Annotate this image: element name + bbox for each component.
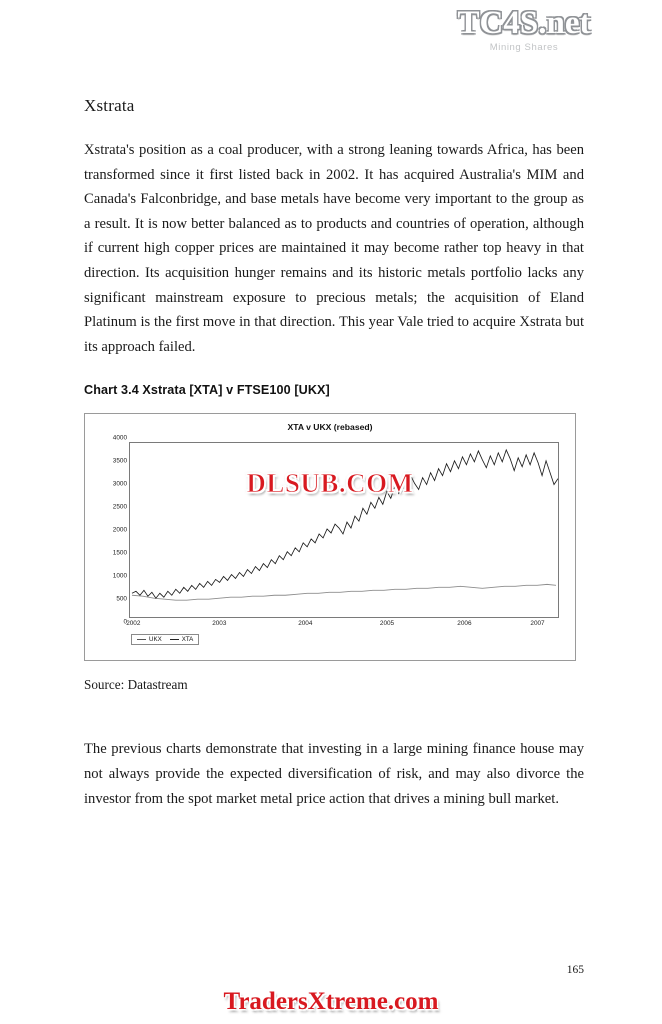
x-tick-2003: 2003	[212, 620, 227, 628]
legend-label-xta: XTA	[181, 636, 194, 644]
legend-label-ukx: UKX	[149, 636, 162, 644]
y-tick-1000: 1000	[112, 572, 127, 580]
paragraph-2: The previous charts demonstrate that investing in a large mining finance house may not always provide the expected diversification of risk, and may also divorce the investor from the spot market metal price action that drives a mining bull market.	[84, 741, 584, 807]
site-brand-watermark	[414, 6, 634, 53]
chart-figure	[84, 413, 576, 661]
tradersxtreme-watermark: TradersXtreme.com	[223, 988, 439, 1015]
page-content	[84, 96, 584, 835]
x-tick-2004: 2004	[298, 620, 313, 628]
chart-title: XTA v UKX (rebased)	[287, 422, 373, 433]
y-tick-500: 500	[116, 595, 127, 603]
brand-tagline: Mining Shares	[489, 41, 559, 53]
chart-source: Source: Datastream	[84, 677, 188, 693]
x-tick-2006: 2006	[457, 620, 472, 628]
dlsub-watermark: DLSUB.COM	[246, 468, 414, 499]
chart-legend	[131, 634, 199, 645]
chart-y-axis-labels	[93, 434, 127, 626]
legend-swatch-ukx	[137, 639, 146, 640]
chart-caption: Chart 3.4 Xstrata [XTA] v FTSE100 [UKX]	[84, 383, 330, 398]
y-tick-1500: 1500	[112, 549, 127, 557]
y-tick-4000: 4000	[112, 434, 127, 442]
x-tick-2007: 2007	[530, 620, 545, 628]
y-tick-0: 0	[123, 618, 127, 626]
y-tick-2500: 2500	[112, 503, 127, 511]
page-title: Xstrata	[84, 96, 135, 115]
x-tick-2005: 2005	[379, 620, 395, 628]
spacer	[84, 693, 584, 737]
legend-item-ukx	[137, 636, 162, 643]
series-line-ukx	[132, 585, 556, 601]
paragraph-1: Xstrata's position as a coal producer, with a strong leaning towards Africa, has been transformed since it first listed back in 2002. It has acquired Australia's MIM and Canada's Falconbridge, and base metals have become very important to the group as a result. It is now better balanced as to products and countries of operation, although if current high copper prices are maintained it may become rather top heavy in that direction. Its acquisition hunger remains and its historic metals portfolio lacks any significant mainstream exposure to precious metals; the acquisition of Eland Platinum is the first move in that direction. This year Vale tried to acquire Xstrata but its approach failed.	[84, 142, 584, 355]
chart-x-axis-labels	[126, 620, 559, 632]
legend-swatch-xta	[170, 639, 179, 640]
y-tick-3000: 3000	[112, 480, 127, 488]
legend-item-xta	[170, 636, 194, 643]
brand-name: TC4S.net	[457, 5, 591, 41]
y-tick-3500: 3500	[112, 457, 127, 465]
y-tick-2000: 2000	[112, 526, 127, 534]
x-tick-2002: 2002	[126, 620, 141, 628]
page-number: 165	[566, 964, 584, 976]
